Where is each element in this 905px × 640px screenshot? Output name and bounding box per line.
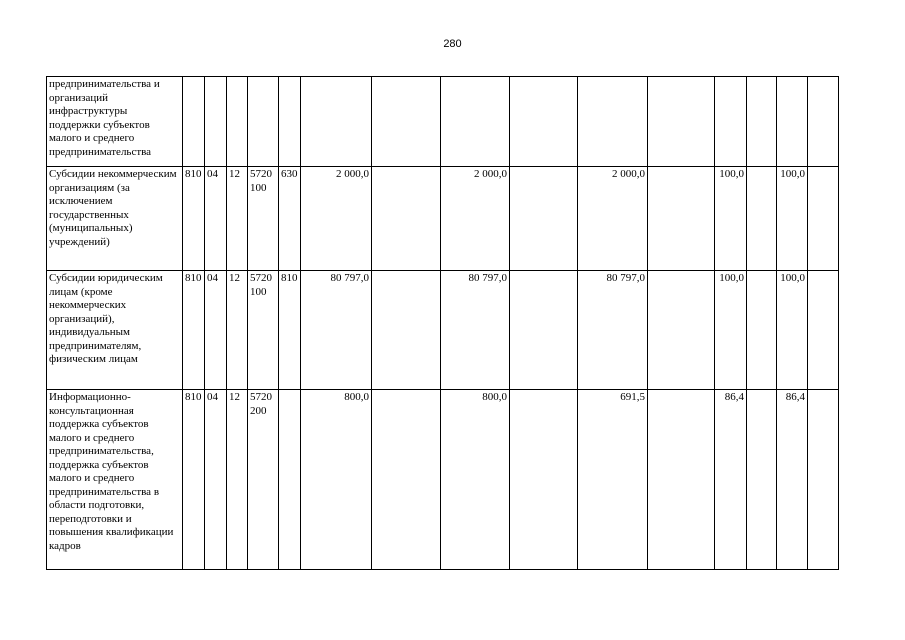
code-ministry: 810 [183,167,205,271]
code-target: 5720 100 [248,167,279,271]
value-cell: 100,0 [715,167,747,271]
value-cell [510,271,578,390]
code-section: 04 [205,271,227,390]
code-expense-type: 810 [279,271,301,390]
value-cell: 800,0 [441,390,510,570]
value-cell [747,77,777,167]
code-subsection: 12 [227,390,248,570]
table-row [47,271,839,390]
code-expense-type [279,77,301,167]
value-cell: 100,0 [777,271,808,390]
value-cell [808,390,839,570]
value-cell [808,271,839,390]
table-row [47,390,839,570]
row-name: предпринимательства и организаций инфраструктуры поддержки субъектов малого и среднего предпринимательства [47,77,183,167]
code-ministry: 810 [183,390,205,570]
code-section: 04 [205,167,227,271]
value-cell: 80 797,0 [301,271,372,390]
value-cell: 100,0 [777,167,808,271]
value-cell [510,77,578,167]
row-name: Субсидии некоммерческим организациям (за исключением государственных (муниципальных) учреждений) [47,167,183,271]
code-subsection: 12 [227,271,248,390]
code-target [248,77,279,167]
page-number: 280 [443,38,462,50]
code-expense-type: 630 [279,167,301,271]
value-cell [648,271,715,390]
value-cell [510,167,578,271]
value-cell [372,77,441,167]
code-section: 04 [205,390,227,570]
code-section [205,77,227,167]
value-cell: 2 000,0 [441,167,510,271]
value-cell: 86,4 [777,390,808,570]
value-cell: 800,0 [301,390,372,570]
code-target: 5720 100 [248,271,279,390]
value-cell [648,167,715,271]
value-cell: 80 797,0 [578,271,648,390]
value-cell [747,167,777,271]
code-expense-type [279,390,301,570]
code-ministry [183,77,205,167]
value-cell: 2 000,0 [578,167,648,271]
value-cell: 2 000,0 [301,167,372,271]
value-cell [372,167,441,271]
code-target: 5720 200 [248,390,279,570]
value-cell [648,77,715,167]
value-cell: 80 797,0 [441,271,510,390]
value-cell [372,390,441,570]
table-row [47,167,839,271]
value-cell [808,77,839,167]
row-name: Информационно-консультационная поддержка субъектов малого и среднего предпринимательства, поддержка субъектов малого и среднего предпринимательства в области подготовки, переподготовки и повышения квалификации кадров [47,390,183,570]
row-name: Субсидии юридическим лицам (кроме некоммерческих организаций), индивидуальным предпринимателям, физическим лицам [47,271,183,390]
code-subsection: 12 [227,167,248,271]
value-cell [808,167,839,271]
value-cell: 691,5 [578,390,648,570]
value-cell [648,390,715,570]
value-cell [301,77,372,167]
budget-table [46,76,839,570]
value-cell [747,271,777,390]
table-row [47,77,839,167]
value-cell: 86,4 [715,390,747,570]
value-cell [715,77,747,167]
value-cell [510,390,578,570]
value-cell: 100,0 [715,271,747,390]
value-cell [777,77,808,167]
code-subsection [227,77,248,167]
value-cell [372,271,441,390]
value-cell [578,77,648,167]
value-cell [441,77,510,167]
code-ministry: 810 [183,271,205,390]
value-cell [747,390,777,570]
